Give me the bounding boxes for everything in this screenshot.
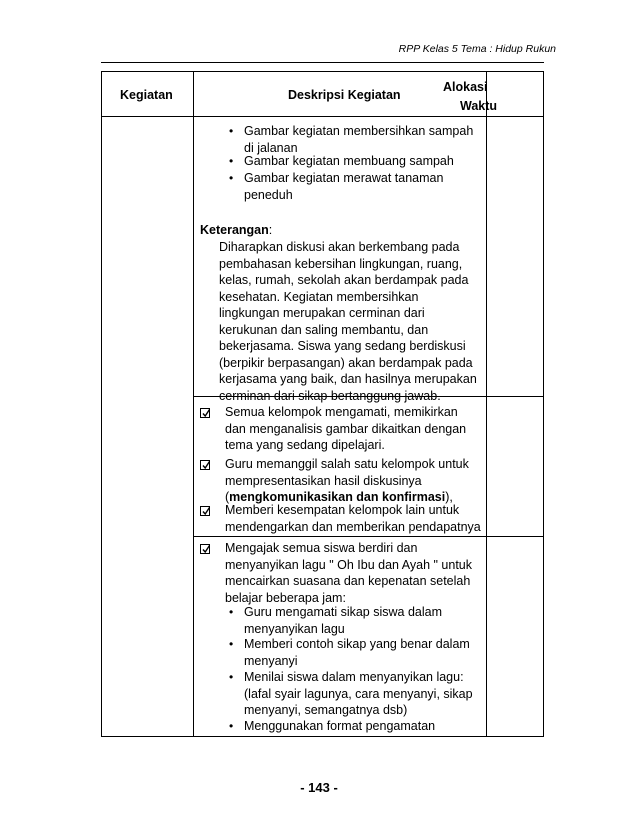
keterangan-text: [219, 239, 477, 404]
keterangan-line: cerminan dari sikap bertanggung jawab.: [219, 388, 441, 403]
header-divider: [102, 116, 543, 117]
col-divider-1: [193, 72, 194, 736]
section-divider-2: [193, 536, 543, 537]
list-item-line: peneduh: [244, 187, 293, 202]
bullet-icon: •: [229, 171, 234, 185]
keterangan-line: lingkungan merupakan cerminan dari: [219, 306, 425, 320]
checklist-line-close: ),: [445, 490, 453, 504]
bullet-icon: •: [229, 719, 234, 733]
header-rule: [101, 62, 544, 63]
bullet-icon: •: [229, 605, 234, 619]
checklist-line: tema yang sedang dipelajari.: [225, 438, 385, 452]
keterangan-line: kelas, rumah, sekolah akan berdampak pada: [219, 273, 469, 287]
checklist-item: [225, 540, 472, 606]
checklist-line: dan menganalisis gambar dikaitkan dengan: [225, 421, 467, 436]
list-item-line: menyanyikan lagu: [244, 621, 345, 636]
checklist-line: mempresentasikan hasil diskusinya: [225, 473, 422, 488]
list-item: [244, 123, 473, 156]
list-item-line: Menggunakan format pengamatan: [244, 719, 436, 733]
checklist-line: Semua kelompok mengamati, memikirkan: [225, 405, 458, 419]
list-item-line: Guru mengamati sikap siswa dalam: [244, 605, 442, 619]
list-item-line: Gambar kegiatan membersihkan sampah: [244, 124, 474, 138]
checklist-line: mencairkan suasana dan kepenatan setelah: [225, 574, 471, 588]
page-number: - 143 -: [300, 780, 338, 795]
list-item-line: menyanyi, semangatnya dsb): [244, 703, 408, 717]
checklist-line: Mengajak semua siswa berdiri dan: [225, 541, 418, 555]
checklist-line: Guru memanggil salah satu kelompok untuk: [225, 457, 469, 471]
running-header: RPP Kelas 5 Tema : Hidup Rukun: [398, 43, 556, 55]
checklist-item: [225, 502, 481, 535]
keterangan-line: kerukunan dan saling membantu, dan: [219, 322, 429, 337]
bullet-icon: •: [229, 124, 234, 138]
list-item-line: (lafal syair lagunya, cara menyanyi, sikap: [244, 686, 473, 701]
header-alokasi-line1: Alokasi: [443, 80, 488, 94]
keterangan-line: bekerjasama. Siswa yang sedang berdiskusi: [219, 339, 466, 353]
list-item: [244, 718, 435, 735]
checklist-item: [225, 456, 469, 506]
bullet-icon: •: [229, 670, 234, 684]
checklist-line-bold: mengkomunikasikan dan konfirmasi: [229, 490, 446, 504]
checklist-line: Memberi kesempatan kelompok lain untuk: [225, 503, 460, 517]
bullet-icon: •: [229, 637, 234, 651]
keterangan-colon: :: [268, 223, 273, 237]
checkbox-icon: [200, 544, 210, 554]
checkbox-icon: [200, 506, 210, 516]
keterangan-line: (berpikir berpasangan) akan berdampak pada: [219, 355, 473, 370]
header-deskripsi: Deskripsi Kegiatan: [288, 88, 401, 102]
list-item: [244, 153, 454, 170]
keterangan-heading: [200, 222, 272, 239]
activity-table: [101, 71, 544, 737]
list-item-line: Gambar kegiatan membuang sampah: [244, 154, 454, 168]
col-divider-2: [486, 72, 487, 736]
list-item: [244, 636, 470, 669]
checklist-line: mendengarkan dan memberikan pendapatnya: [225, 519, 481, 534]
list-item: [244, 604, 442, 637]
keterangan-line: kesehatan. Kegiatan membersihkan: [219, 289, 419, 304]
header-alokasi-line2: Waktu: [460, 99, 498, 113]
keterangan-line: kerjasama yang baik, dan hasilnya merupakan: [219, 372, 477, 386]
keterangan-line: pembahasan kebersihan lingkungan, ruang,: [219, 256, 463, 271]
keterangan-label: Keterangan: [200, 223, 269, 237]
list-item-line: menyanyi: [244, 653, 298, 668]
list-item: [244, 170, 443, 203]
bullet-icon: •: [229, 154, 234, 168]
checkbox-icon: [200, 460, 210, 470]
list-item-line: Gambar kegiatan merawat tanaman: [244, 171, 444, 185]
header-kegiatan: Kegiatan: [120, 88, 173, 102]
checkbox-icon: [200, 408, 210, 418]
checklist-line: belajar beberapa jam:: [225, 590, 346, 605]
checklist-line-open: (: [225, 490, 230, 504]
list-item-line: Memberi contoh sikap yang benar dalam: [244, 637, 470, 651]
keterangan-line: Diharapkan diskusi akan berkembang pada: [219, 240, 460, 254]
list-item-line: Menilai siswa dalam menyanyikan lagu:: [244, 670, 464, 684]
checklist-item: [225, 404, 466, 454]
checklist-line: menyanyikan lagu " Oh Ibu dan Ayah " untuk: [225, 557, 473, 572]
list-item-line: di jalanan: [244, 140, 298, 155]
list-item: [244, 669, 473, 719]
